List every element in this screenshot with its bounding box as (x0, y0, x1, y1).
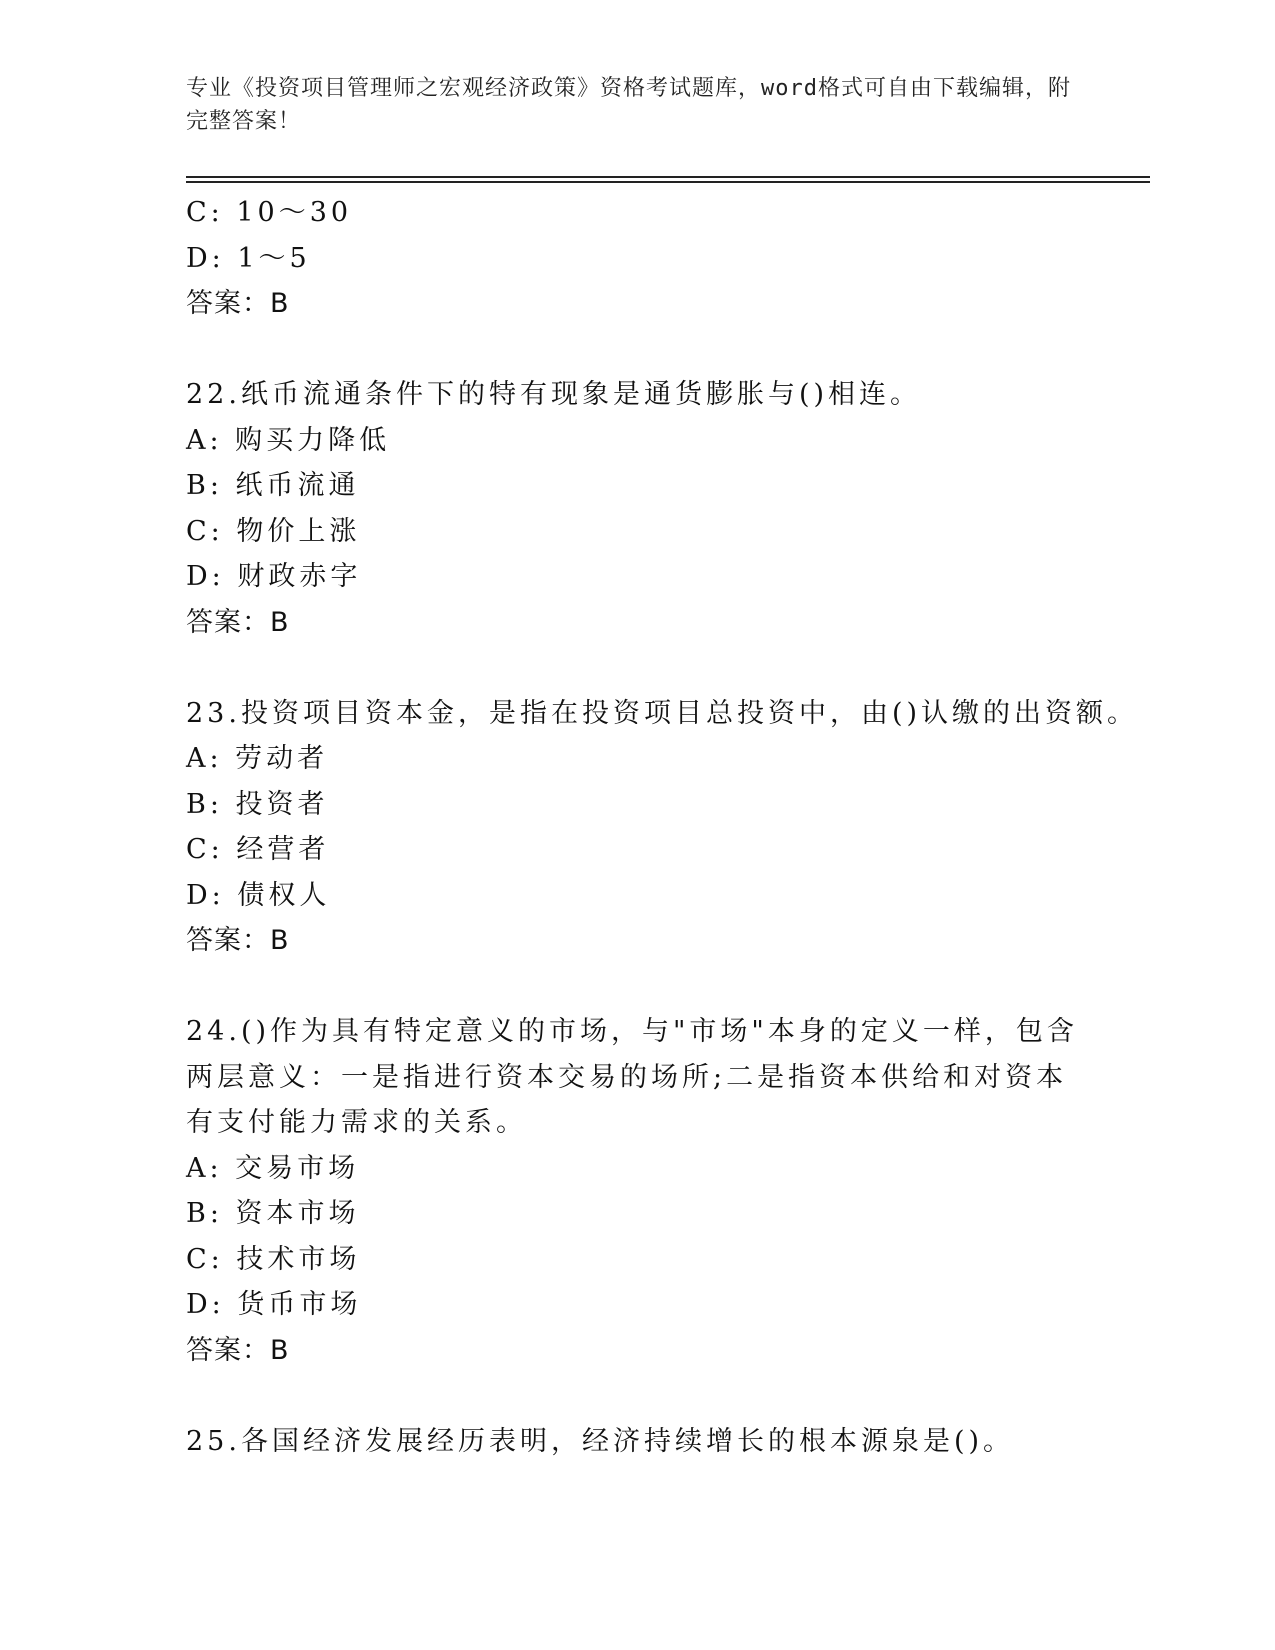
header-divider-top (186, 176, 1150, 178)
answer: 答案：B (186, 1334, 290, 1366)
question-22 (186, 372, 1086, 645)
spacer (186, 327, 1086, 373)
question-text: 25.各国经济发展经历表明，经济持续增长的根本源泉是()。 (186, 1425, 1015, 1457)
answer: 答案：B (186, 288, 290, 319)
question-25 (186, 1419, 1086, 1465)
question-23 (186, 691, 1139, 964)
spacer (186, 1373, 1086, 1419)
question-24 (186, 1009, 1086, 1373)
option-a: A: 劳动者 (186, 743, 329, 774)
spacer (186, 645, 1086, 691)
option-b: B: 纸币流通 (186, 470, 360, 501)
question-text: 22.纸币流通条件下的特有现象是通货膨胀与()相连。 (186, 379, 922, 410)
question-list (186, 190, 1139, 1464)
option-b: B: 投资者 (186, 788, 329, 820)
option-c: C: 技术市场 (186, 1243, 361, 1275)
option-d: D: 1～5 (186, 242, 311, 274)
option-a: A: 交易市场 (186, 1152, 360, 1184)
option-b: B: 资本市场 (186, 1198, 360, 1229)
question-21-tail (186, 190, 1086, 327)
option-c: C: 10～30 (186, 197, 353, 228)
answer: 答案：B (186, 606, 290, 638)
option-d: D: 财政赤字 (186, 561, 362, 592)
option-d: D: 债权人 (186, 879, 331, 911)
option-c: C: 经营者 (186, 834, 330, 865)
option-c: C: 物价上涨 (186, 515, 361, 547)
header-divider-bottom (186, 181, 1150, 183)
option-a: A: 购买力降低 (186, 424, 391, 456)
spacer (186, 964, 1086, 1010)
document-header: 专业《投资项目管理师之宏观经济政策》资格考试题库，word格式可自由下载编辑，附完整答案！ (186, 76, 1071, 134)
question-text: 24.()作为具有特定意义的市场，与"市场"本身的定义一样，包含两层意义：一是指进行资本交易的场所;二是指资本供给和对资本有支付能力需求的关系。 (186, 1016, 1078, 1138)
answer: 答案：B (186, 925, 290, 956)
option-d: D: 货币市场 (186, 1289, 362, 1320)
question-text: 23.投资项目资本金，是指在投资项目总投资中，由()认缴的出资额。 (186, 697, 1139, 729)
